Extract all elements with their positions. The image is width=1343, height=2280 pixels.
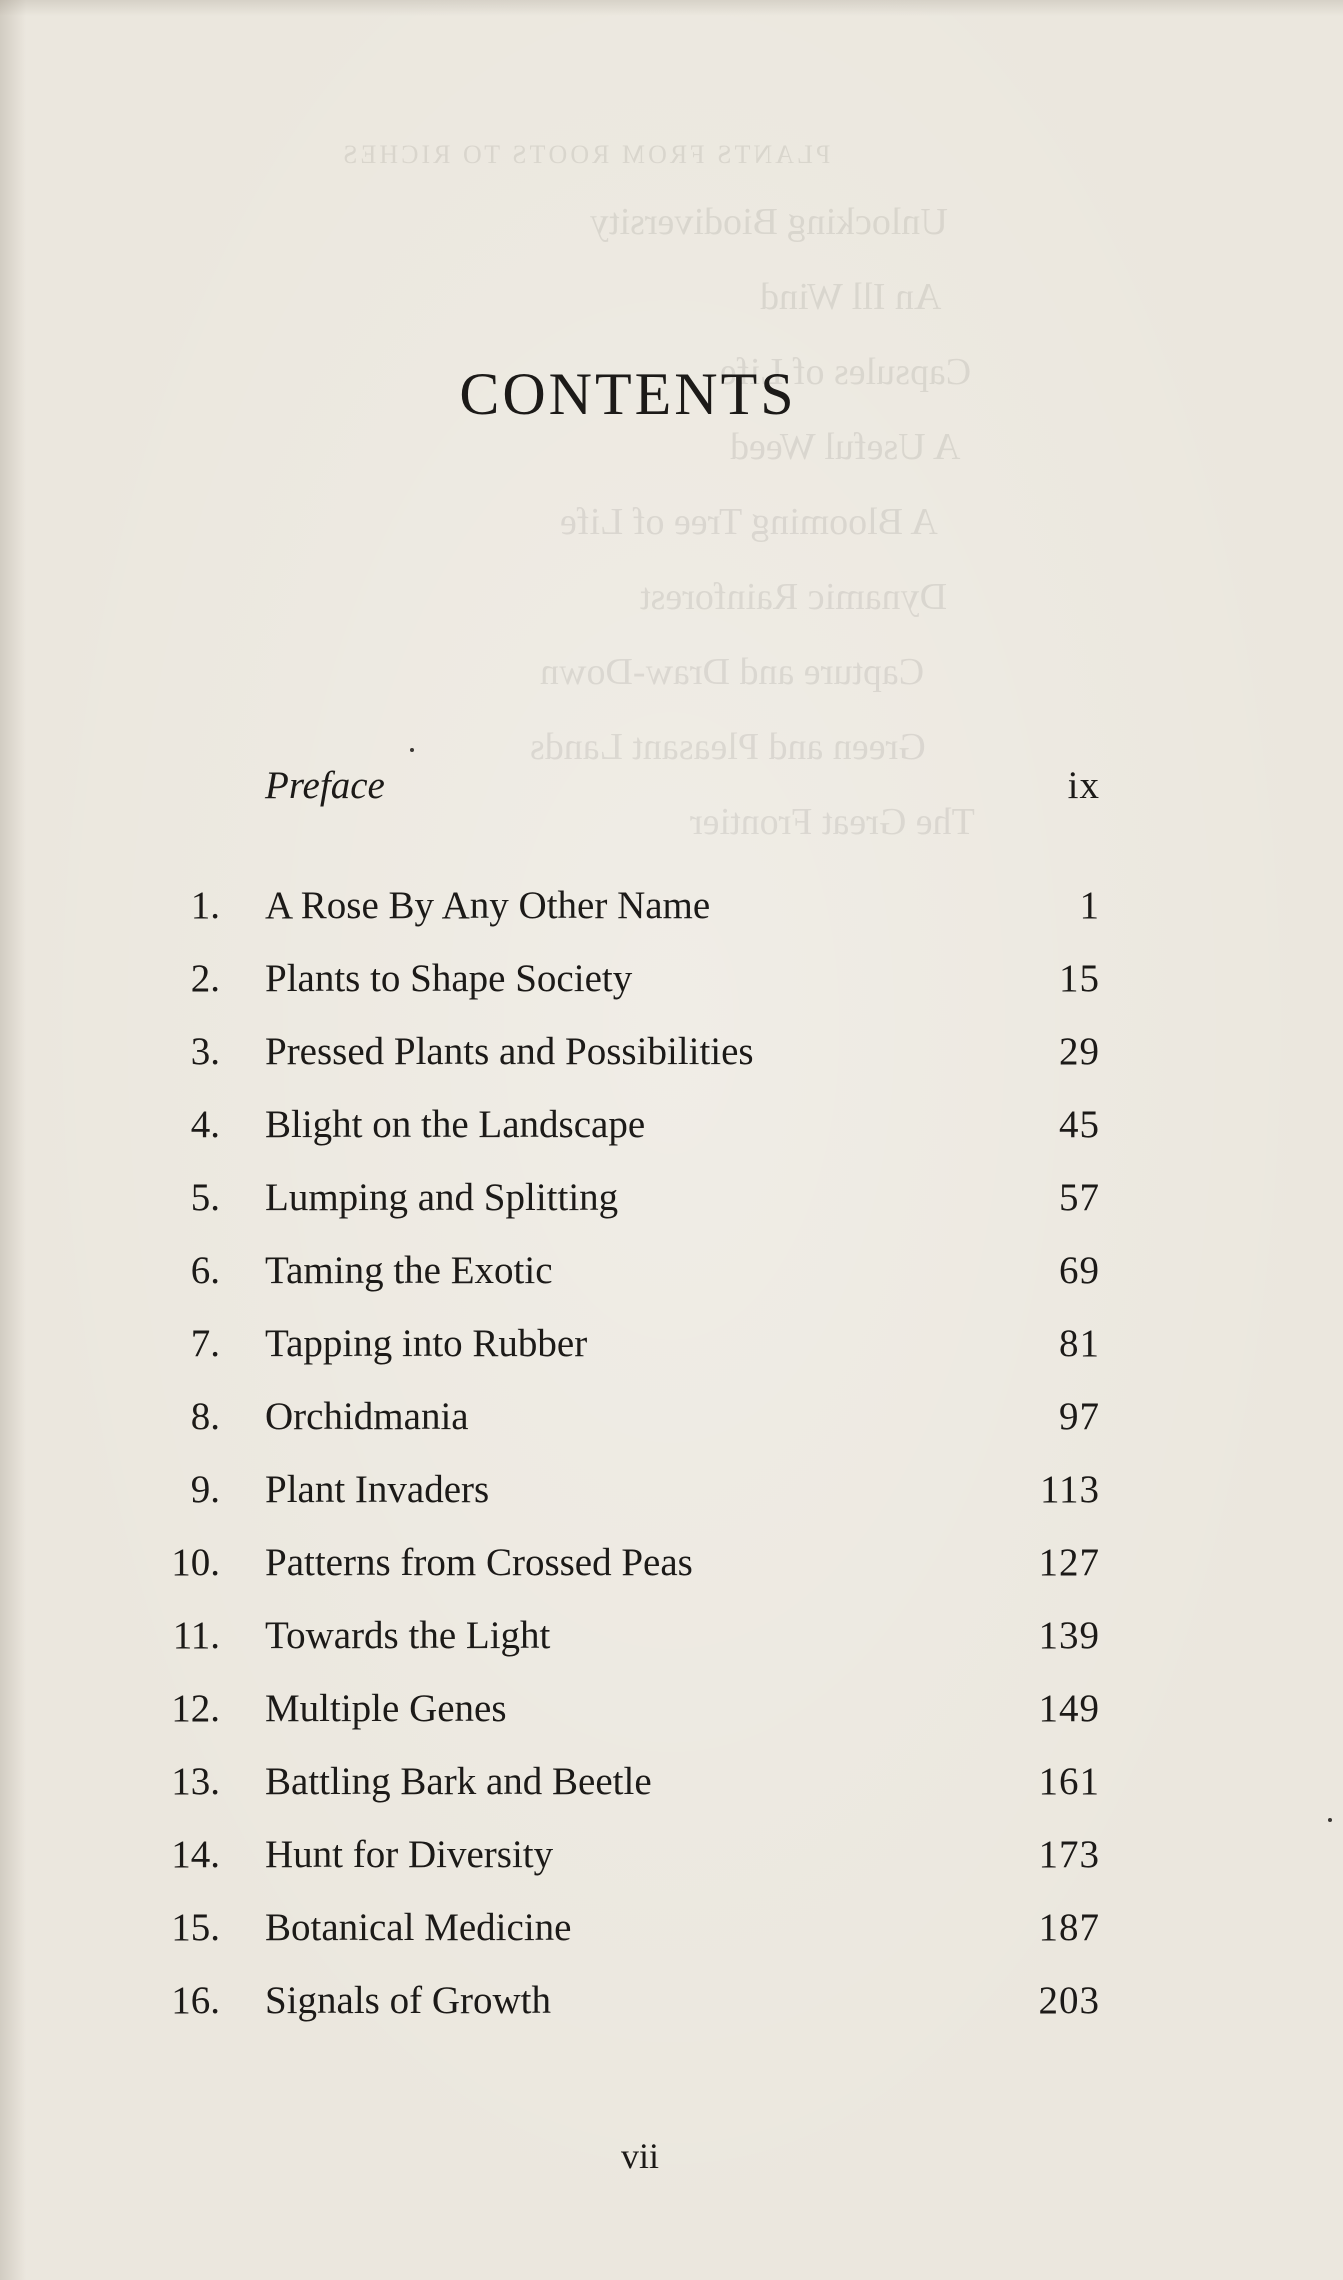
toc-entry-page: 57 bbox=[1059, 1176, 1100, 1219]
toc-entry-title: Preface bbox=[265, 764, 385, 807]
toc-entry-page: 1 bbox=[1079, 884, 1100, 927]
toc-entry-title: Patterns from Crossed Peas bbox=[265, 1541, 693, 1584]
toc-entry-title: Plant Invaders bbox=[265, 1468, 490, 1511]
page-edge-shadow bbox=[0, 0, 26, 2280]
paper-speck bbox=[410, 748, 414, 752]
toc-entry-page: 127 bbox=[1038, 1541, 1100, 1584]
toc-entry-number: 1. bbox=[190, 884, 220, 927]
toc-entry-page: 45 bbox=[1059, 1103, 1100, 1146]
toc-entry-title: Tapping into Rubber bbox=[265, 1322, 588, 1365]
toc-entry-title: Pressed Plants and Possibilities bbox=[265, 1030, 754, 1073]
toc-entry-page: 69 bbox=[1059, 1249, 1100, 1292]
toc-entry-number: 13. bbox=[171, 1760, 220, 1803]
toc-entry-page: 203 bbox=[1038, 1979, 1100, 2022]
toc-entry-number: 12. bbox=[171, 1687, 220, 1730]
toc-entry bbox=[150, 1679, 1100, 1739]
toc-entry bbox=[150, 1898, 1100, 1958]
toc-entry-title: Multiple Genes bbox=[265, 1687, 507, 1730]
toc-entry bbox=[150, 1095, 1100, 1155]
toc-entry-page: 173 bbox=[1038, 1833, 1100, 1876]
toc-entry bbox=[150, 1387, 1100, 1447]
paper-speck bbox=[1328, 1818, 1332, 1822]
toc-entry-title: Botanical Medicine bbox=[265, 1906, 572, 1949]
toc-entry-title: Battling Bark and Beetle bbox=[265, 1760, 652, 1803]
toc-entry-page: 187 bbox=[1038, 1906, 1100, 1949]
toc-entry-number: 6. bbox=[190, 1249, 220, 1292]
toc-entry-title: Signals of Growth bbox=[265, 1979, 551, 2022]
toc-entry-number: 4. bbox=[190, 1103, 220, 1146]
toc-entry bbox=[150, 1606, 1100, 1666]
show-through-texture: PLANTS FROM ROOTS TO RICHES Unlocking Biodiversity An Ill Wind Capsules of Life A Useful Weed A Blooming Tree of Life Dynamic Rainforest Capture and Draw-Down Green and Pleasant Lands The Great Frontier bbox=[340, 140, 975, 843]
toc-entry-number: 15. bbox=[171, 1906, 220, 1949]
toc-entry-page: 139 bbox=[1038, 1614, 1100, 1657]
toc-entry-number: 9. bbox=[190, 1468, 220, 1511]
toc-entry-number: 7. bbox=[190, 1322, 220, 1365]
toc-entry bbox=[150, 1533, 1100, 1593]
toc-entry-title: Hunt for Diversity bbox=[265, 1833, 554, 1876]
toc-entry bbox=[150, 1168, 1100, 1228]
toc-entry-number: 3. bbox=[190, 1030, 220, 1073]
toc-entry bbox=[150, 1314, 1100, 1374]
toc-entry-number: 16. bbox=[171, 1979, 220, 2022]
toc-entry-page: ix bbox=[1067, 764, 1100, 807]
toc-entry bbox=[150, 1825, 1100, 1885]
toc-entry bbox=[150, 949, 1100, 1009]
toc-entry-page: 113 bbox=[1039, 1468, 1100, 1511]
toc-entry-title: Orchidmania bbox=[265, 1395, 469, 1438]
toc-entry-title: Taming the Exotic bbox=[265, 1249, 553, 1292]
page-title: CONTENTS bbox=[459, 361, 797, 427]
toc-entry bbox=[150, 1022, 1100, 1082]
toc-entry-page: 15 bbox=[1059, 957, 1100, 1000]
toc-entry-page: 81 bbox=[1059, 1322, 1100, 1365]
toc-entry-title: Plants to Shape Society bbox=[265, 957, 633, 1000]
toc-entry bbox=[150, 1971, 1100, 2031]
toc-entry bbox=[150, 1752, 1100, 1812]
table-of-contents bbox=[150, 0, 1100, 2280]
toc-entry-number: 5. bbox=[190, 1176, 220, 1219]
toc-entry-page: 97 bbox=[1059, 1395, 1100, 1438]
toc-entry-title: Lumping and Splitting bbox=[265, 1176, 619, 1219]
toc-entry-preface bbox=[150, 756, 1100, 816]
page-number: vii bbox=[620, 2136, 659, 2176]
toc-entry-page: 161 bbox=[1038, 1760, 1100, 1803]
toc-entry-number: 10. bbox=[171, 1541, 220, 1584]
toc-entry-number: 14. bbox=[171, 1833, 220, 1876]
toc-entry-title: Blight on the Landscape bbox=[265, 1103, 646, 1146]
toc-entry-title: Towards the Light bbox=[265, 1614, 551, 1657]
toc-entry-number: 11. bbox=[172, 1614, 220, 1657]
toc-entry-page: 29 bbox=[1059, 1030, 1100, 1073]
toc-entry bbox=[150, 876, 1100, 936]
toc-entry-title: A Rose By Any Other Name bbox=[265, 884, 711, 927]
toc-entry-number: 8. bbox=[190, 1395, 220, 1438]
toc-entry-page: 149 bbox=[1038, 1687, 1100, 1730]
toc-entry bbox=[150, 1460, 1100, 1520]
toc-entry-number: 2. bbox=[190, 957, 220, 1000]
toc-entry bbox=[150, 1241, 1100, 1301]
